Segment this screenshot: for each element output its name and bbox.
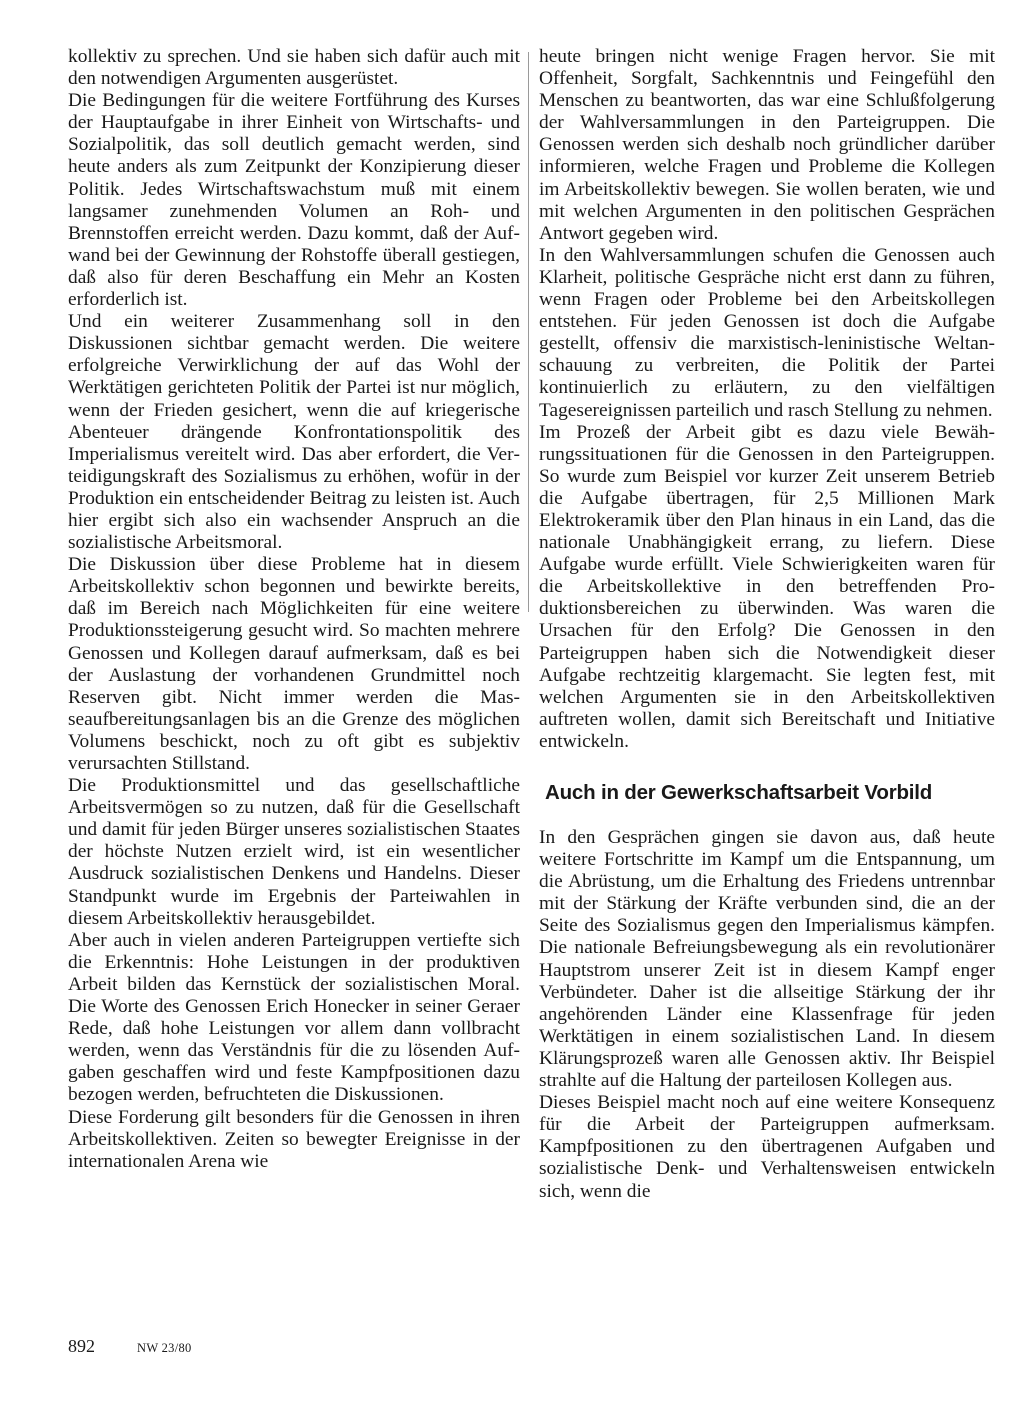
issue-label: NW 23/80 (137, 1341, 192, 1355)
paragraph: Und ein weiterer Zusammenhang soll in den Diskussionen sichtbar gemacht werden. Die weitere erfolgreiche Verwirklichung der auf das Wohl der Werktätigen gerichteten Politik der Partei ist nur möglich, wenn der Frieden gesichert, wenn die auf kriegerische Abenteuer drängende Konfrontationspolitik des Imperialismus vereitelt wird. Das aber erfordert, die Verteidigungskraft des Sozialismus zu erhöhen, wofür in der Produktion ein entscheidender Beitrag zu leisten ist. Auch hier ergibt sich also ein wachsender Anspruch an die sozialistische Arbeitsmoral. (68, 311, 520, 554)
paragraph: In den Wahlversammlungen schufen die Genossen auch Klarheit, politische Gespräche nicht erst dann zu führen, wenn Fragen oder Probleme bei den Arbeitskollegen entstehen. Für jeden Genossen ist doch die Aufgabe gestellt, offensiv die marxistisch-leninistische Weltanschauung zu verbreiten, die Politik der Partei kontinuierlich zu erläutern, zu den vielfältigen Tagesereignissen parteilich und rasch Stellung zu nehmen. (539, 244, 995, 421)
paragraph: Aber auch in vielen anderen Parteigruppen vertiefte sich die Erkenntnis: Hohe Leistungen in der produktiven Arbeit bilden das Kernstück der sozialistischen Moral. Die Worte des Genossen Erich Honecker in seiner Geraer Rede, daß hohe Leistungen vor allem dann vollbracht werden, wenn das Verständnis für die zu lösenden Aufgaben geschaffen wird und feste Kampfpositionen dazu bezogen werden, befruchteten die Diskussionen. (68, 929, 520, 1106)
paragraph: kollektiv zu sprechen. Und sie haben sich dafür auch mit den notwendigen Argumenten ausgerüstet. (68, 46, 520, 90)
paragraph: Im Prozeß der Arbeit gibt es dazu viele Bewährungssituationen für die Genossen in den Parteigruppen. So wurde zum Beispiel vor kurzer Zeit unserem Betrieb die Aufgabe übertragen, für 2,5 Millionen Mark Elektrokeramik über den Plan hinaus in ein Land, das die nationale Unabhängigkeit errang, zu liefern. Diese Aufgabe wurde erfüllt. Viele Schwierigkeiten waren für die Arbeitskollektive in den betreffenden Produktionsbereichen zu überwinden. Was waren die Ursachen für den Erfolg? Die Genossen in den Parteigruppen haben sich die Notwendigkeit dieser Aufgabe rechtzeitig klargemacht. Sie legten fest, mit welchen Argumenten sie in den Arbeitskollektiven auftreten wollen, damit sich Bereitschaft und Initiative entwickeln. (539, 421, 995, 752)
text-column-right (539, 46, 995, 1203)
paragraph: In den Gesprächen gingen sie davon aus, daß heute weitere Fortschritte im Kampf um die Entspannung, um die Abrüstung, um die Erhaltung des Friedens untrennbar mit der Stärkung der Kräfte verbunden sind, die an der Seite des Sozialismus gegen den Imperialismus kämpfen. Die nationale Befreiungsbewegung als ein revolutionärer Hauptstrom unserer Zeit ist in diesem Kampf enger Verbündeter. Daher ist die allseitige Stärkung der ihr angehörenden Länder eine Klassenfrage für jeden Werktätigen in einem sozialistischen Land. In diesem Klärungsprozeß waren alle Genossen aktiv. Ihr Beispiel strahlte auf die Haltung der parteilosen Kollegen aus. (539, 827, 995, 1092)
page-footer (68, 1336, 192, 1357)
paragraph: Die Diskussion über diese Probleme hat in diesem Arbeitskollektiv schon begonnen und bewirkte bereits, daß im Bereich nach Möglichkeiten für eine weitere Produktionssteigerung gesucht wird. So machten mehrere Genossen und Kollegen darauf aufmerksam, daß es bei der Auslastung der vorhandenen Grundmittel noch Reserven gibt. Nicht immer werden die Masseaufbereitungsanlagen bis an die Grenze des möglichen Volumens beschickt, noch zu oft gibt es subjektiv verursachten Stillstand. (68, 554, 520, 774)
paragraph: Die Bedingungen für die weitere Fortführung des Kurses der Hauptaufgabe in ihrer Einheit von Wirtschafts- und Sozialpolitik, das soll deutlich gemacht werden, sind heute anders als zum Zeitpunkt der Konzipierung dieser Politik. Jedes Wirtschaftswachstum muß mit einem langsamer zunehmenden Volumen an Roh- und Brennstoffen erreicht werden. Dazu kommt, daß der Aufwand bei der Gewinnung der Rohstoffe überall gestiegen, daß also für deren Beschaffung ein Mehr an Kosten erforderlich ist. (68, 90, 520, 311)
page-number: 892 (68, 1336, 95, 1356)
text-column-left (68, 46, 520, 1173)
paragraph: Diese Forderung gilt besonders für die Genossen in ihren Arbeitskollektiven. Zeiten so bewegter Ereignisse in der internationalen Arena wie (68, 1106, 520, 1172)
paragraph: heute bringen nicht wenige Fragen hervor. Sie mit Offenheit, Sorgfalt, Sachkenntnis und Feingefühl den Menschen zu beantworten, das war eine Schlußfolgerung der Wahlversammlungen in den Parteigruppen. Die Genossen werden sich deshalb noch gründlicher darüber informieren, welche Fragen und Probleme die Kollegen im Arbeitskollektiv bewegen. Sie wollen beraten, wie und mit welchen Argumenten in den politischen Gesprächen Antwort gegeben wird. (539, 46, 995, 244)
paragraph: Die Produktionsmittel und das gesellschaftliche Arbeitsvermögen so zu nutzen, daß für die Gesellschaft und damit für jeden Bürger unseres sozialistischen Staates der höchste Nutzen erzielt wird, ist ein wesentlicher Ausdruck sozialistischen Denkens und Handelns. Dieser Standpunkt wurde im Ergebnis der Parteiwahlen in diesem Arbeitskollektiv herausgebildet. (68, 775, 520, 929)
paragraph: Dieses Beispiel macht noch auf eine weitere Konsequenz für die Arbeit der Parteigruppen aufmerksam. Kampfpositionen zu den übertragenen Aufgaben und sozialistische Denk- und Verhaltensweisen entwickeln sich, wenn die (539, 1092, 995, 1202)
column-divider (528, 52, 529, 612)
section-heading: Auch in der Gewerkschaftsarbeit Vorbild (545, 781, 933, 804)
